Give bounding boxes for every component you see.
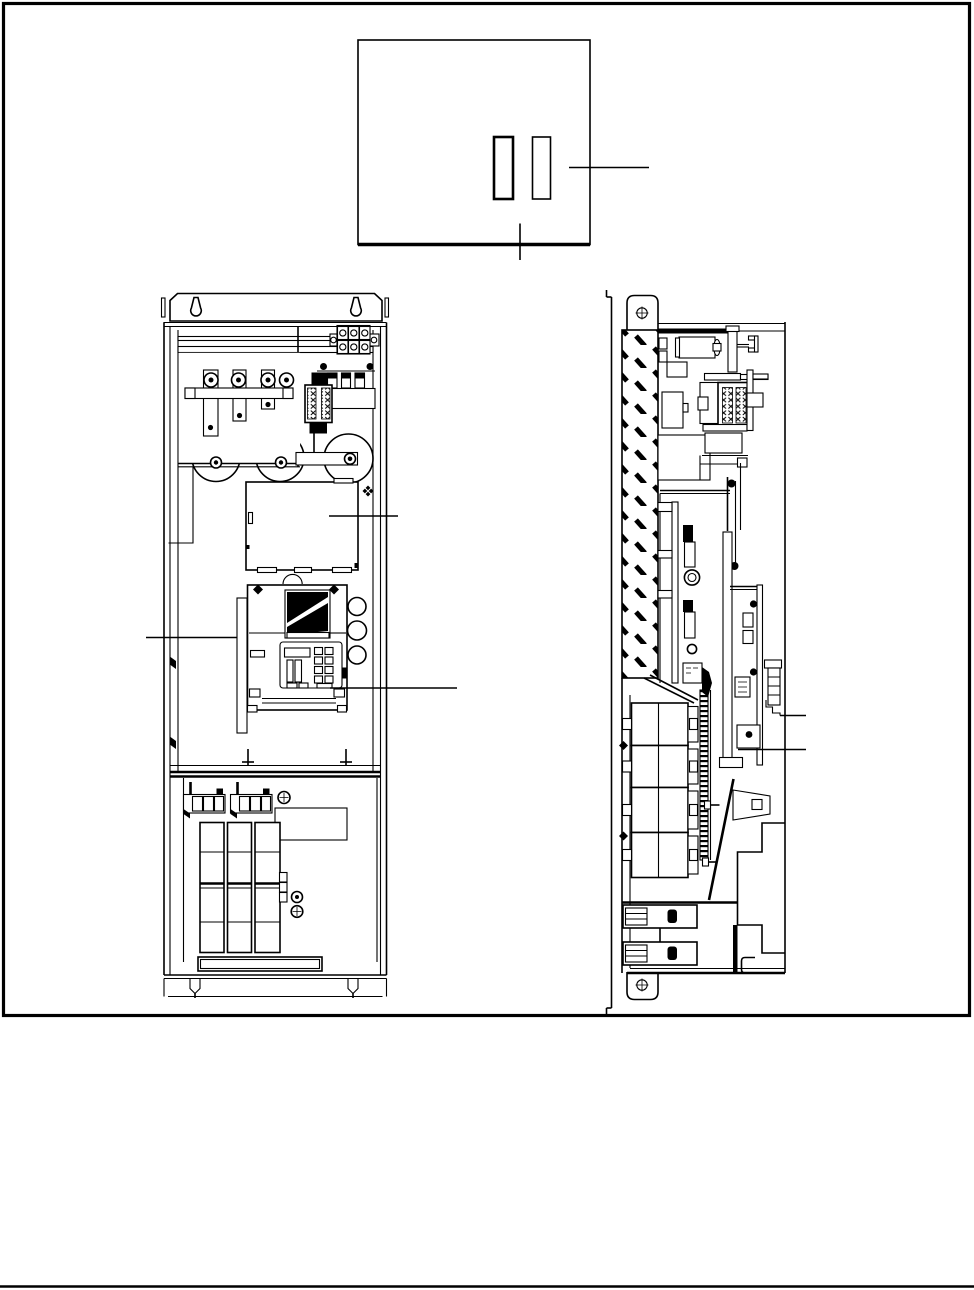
pilot-relay xyxy=(679,337,715,358)
transformer-block xyxy=(662,392,683,428)
keypad xyxy=(280,642,348,688)
upper-mechanism xyxy=(658,326,768,530)
front-view-cover-removed xyxy=(146,294,457,999)
door-vent-slot-left xyxy=(494,137,513,199)
right-flange-tab xyxy=(385,298,389,317)
panel-bottom-screws xyxy=(242,749,352,765)
ground-screw xyxy=(278,792,290,804)
vent-label-block xyxy=(285,590,330,638)
mounting-tab-top xyxy=(627,296,658,331)
bottom-clamp xyxy=(742,958,756,974)
control-board-box xyxy=(246,479,398,573)
wire-loop xyxy=(283,574,302,584)
right-wall-steps xyxy=(738,823,786,953)
mounting-hole-button-1 xyxy=(348,598,366,616)
top-mounting-bracket xyxy=(170,294,382,322)
contactor-side xyxy=(698,370,768,431)
foot-tab-left xyxy=(190,979,200,994)
fuse-block-side-1 xyxy=(623,905,697,928)
contactor-coil-block xyxy=(331,389,375,409)
door-outline xyxy=(358,40,590,245)
main-board-edge xyxy=(723,532,732,762)
mounting-hole-button-3 xyxy=(348,646,366,664)
drive-module xyxy=(248,585,458,713)
wall-flange xyxy=(607,290,612,1015)
base-plate xyxy=(164,975,387,998)
clip-mark-upper xyxy=(171,657,177,669)
bus-laminate xyxy=(700,690,708,860)
bus-bar-link xyxy=(185,388,293,399)
line-reactor xyxy=(200,823,280,953)
mounting-tab-bottom xyxy=(627,972,658,1000)
clip-mark-lower xyxy=(171,737,177,749)
capacitor-bank-side xyxy=(619,690,720,878)
fuse-holder-1 xyxy=(184,782,226,819)
keypad-display xyxy=(285,648,311,657)
connector-block xyxy=(683,663,702,683)
door-vent-slot-right xyxy=(533,137,551,199)
fuse-holder-2 xyxy=(231,782,273,819)
disconnect-panel xyxy=(178,353,300,468)
terminal-shelf xyxy=(275,808,347,840)
left-flange-tab xyxy=(162,298,166,317)
diamond-screw xyxy=(363,486,374,497)
foot-tab-right xyxy=(348,979,358,994)
figure-border xyxy=(4,4,970,1016)
mounting-hole-button-2 xyxy=(348,621,367,640)
fuse-block-side-2 xyxy=(623,942,697,965)
terminal-stack xyxy=(280,873,288,903)
panel-step-outline xyxy=(169,467,194,543)
lower-magnet-block xyxy=(658,435,710,480)
support-post xyxy=(728,327,737,372)
mounting-screws xyxy=(291,892,303,918)
support-strut xyxy=(709,779,734,900)
status-led-window xyxy=(251,651,265,658)
side-view xyxy=(607,290,807,1015)
door-panel-view xyxy=(358,40,649,260)
din-rail-duct xyxy=(237,598,247,733)
gate-board-edge xyxy=(672,502,678,683)
